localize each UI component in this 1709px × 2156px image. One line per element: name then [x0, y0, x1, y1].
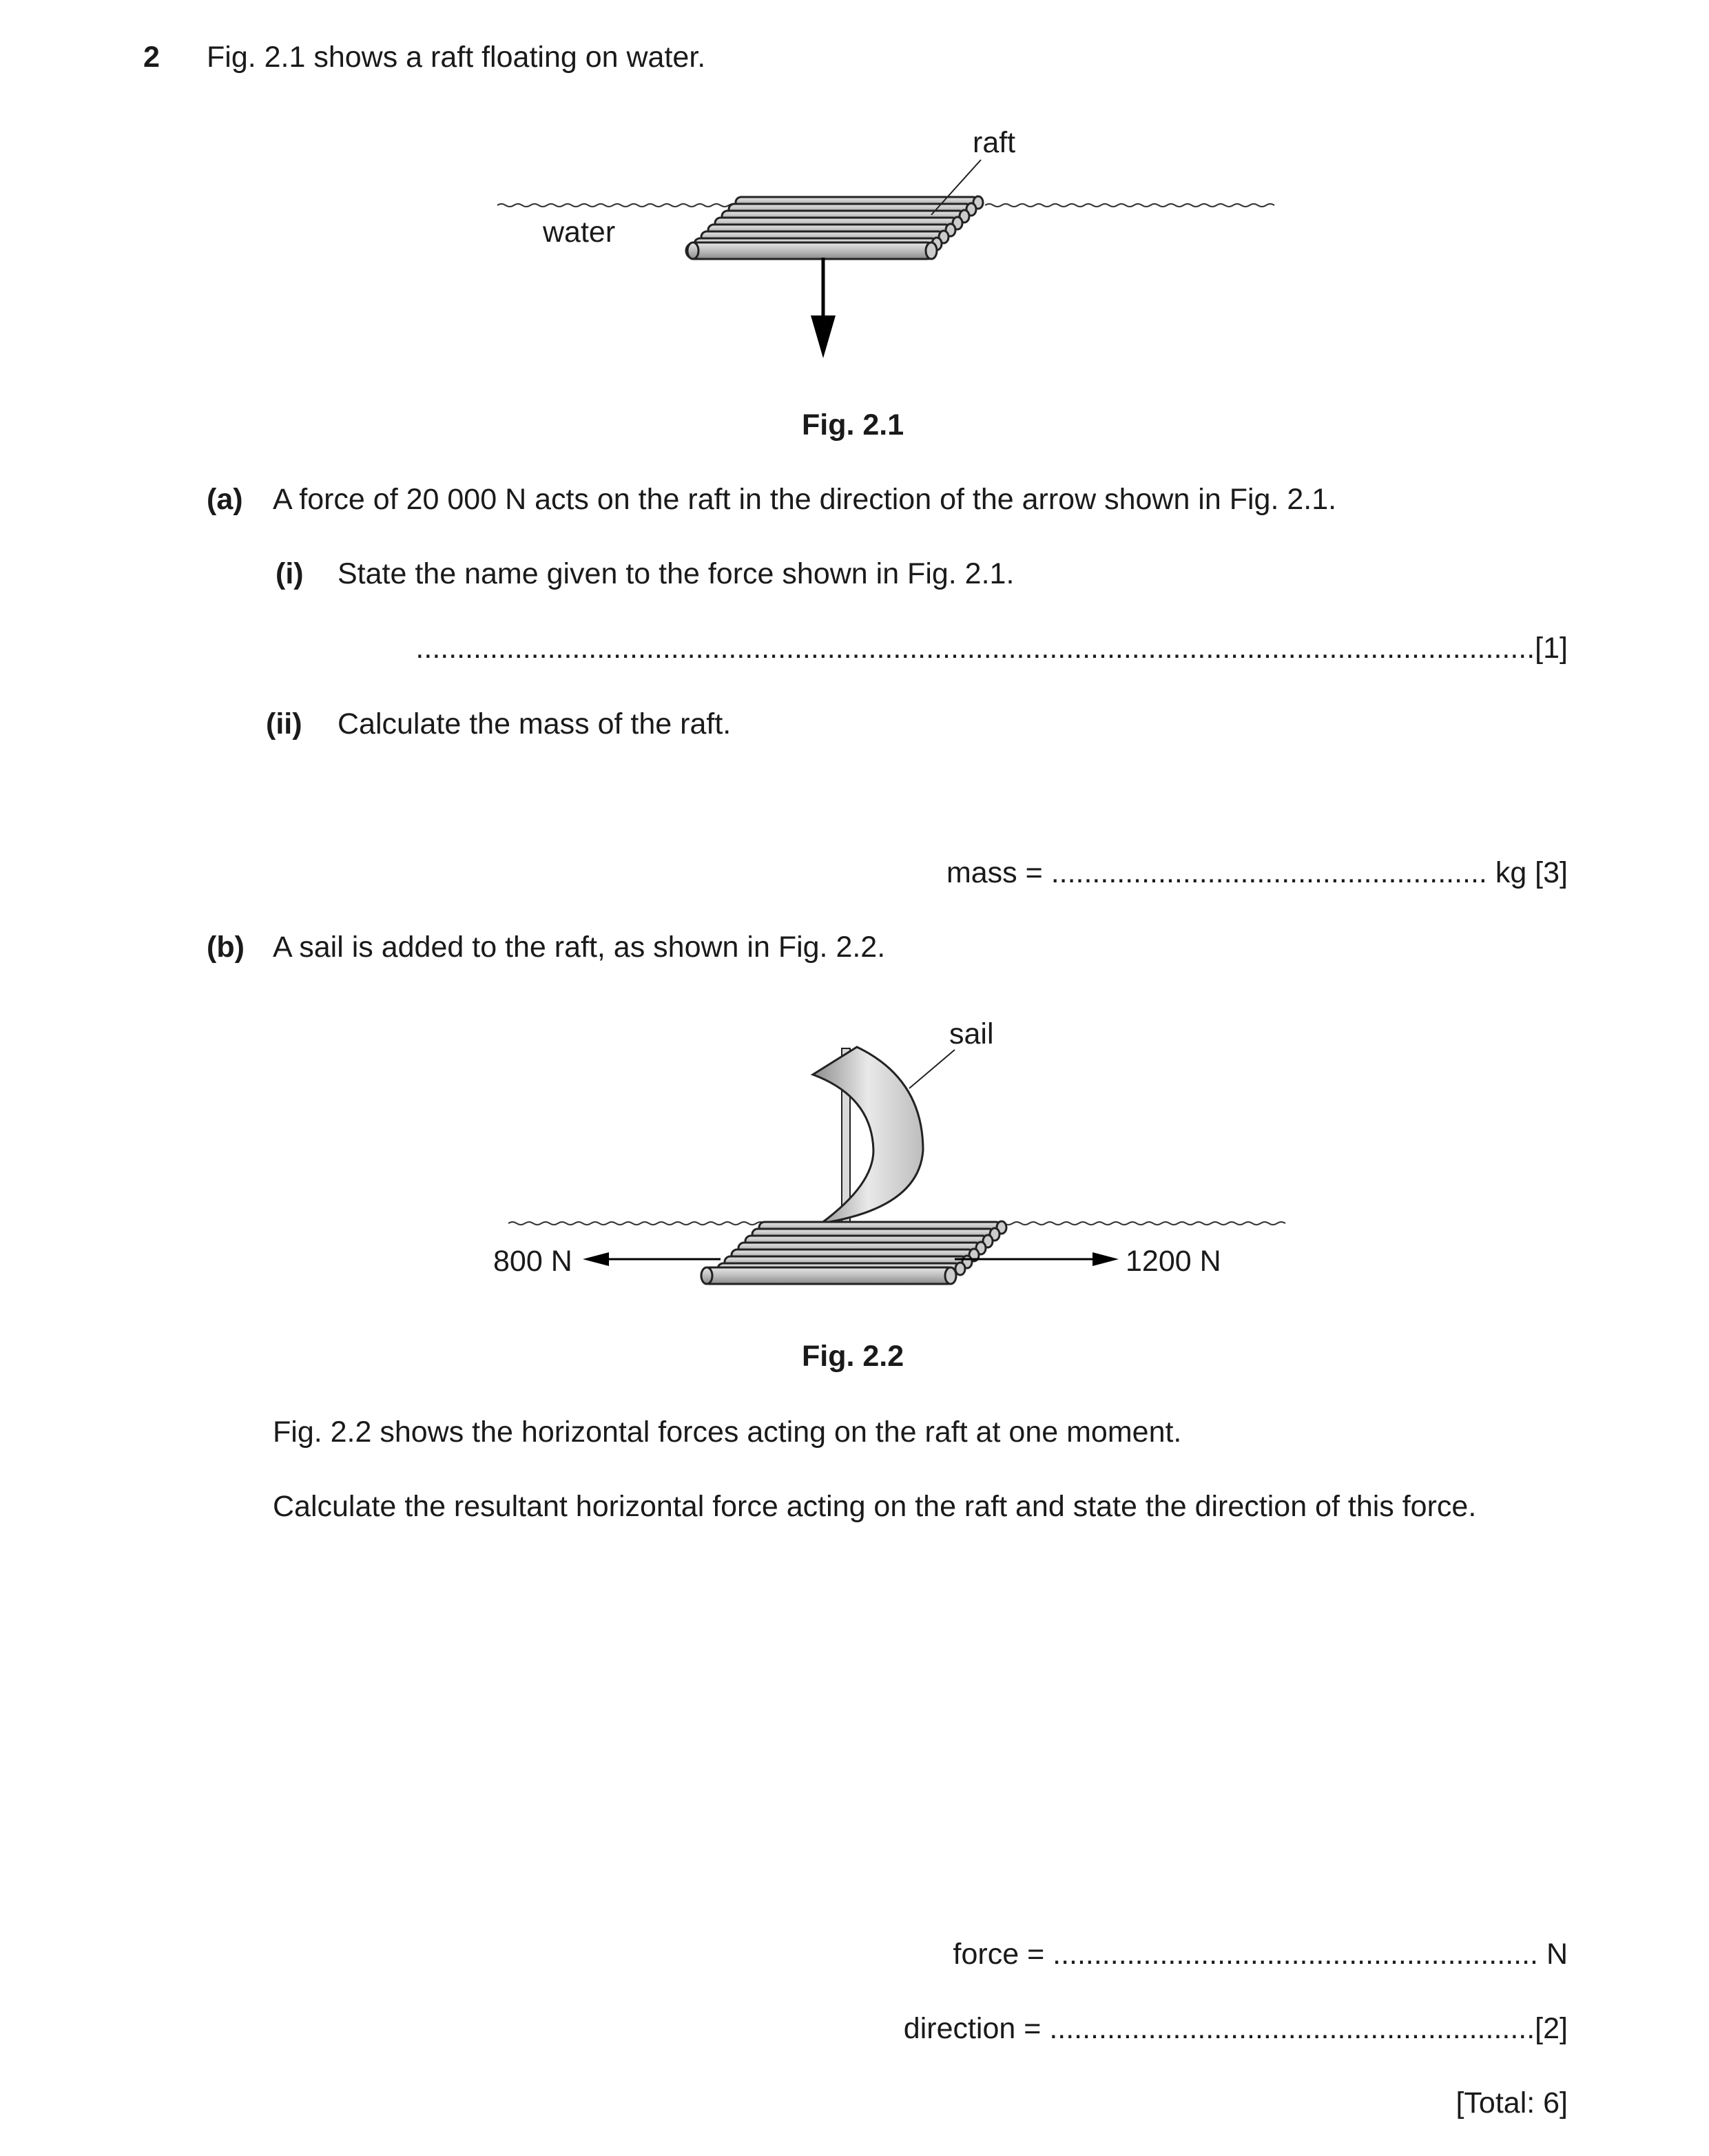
figure-2-1-diagram	[0, 0, 1709, 413]
part-a-i-label: (i)	[276, 557, 304, 590]
part-a-i-answer-line[interactable]: ........................................................................................................................................[1]	[415, 632, 1568, 665]
left-force-arrowhead	[583, 1252, 609, 1266]
question-number: 2	[143, 41, 160, 74]
figure-2-1-caption: Fig. 2.1	[802, 408, 904, 442]
water-surface-left	[497, 204, 754, 207]
force-answer-line[interactable]: force = ........................................................... N	[953, 1938, 1568, 1971]
raft-logs	[686, 196, 983, 259]
part-b-text: A sail is added to the raft, as shown in Fig. 2.2.	[273, 931, 886, 964]
force-arrowhead	[811, 315, 836, 358]
figure-2-2-diagram	[0, 978, 1709, 1336]
right-force-arrowhead	[1092, 1252, 1119, 1266]
raft-logs-2	[701, 1221, 1006, 1284]
mass-answer-line[interactable]: mass = ..................................................... kg [3]	[946, 856, 1568, 889]
part-a-text: A force of 20 000 N acts on the raft in the direction of the arrow shown in Fig. 2.1.	[273, 483, 1337, 516]
part-a-i-text: State the name given to the force shown in Fig. 2.1.	[338, 557, 1015, 590]
total-marks: [Total: 6]	[1456, 2086, 1568, 2119]
part-a-ii-label: (ii)	[266, 707, 302, 740]
part-a-label: (a)	[207, 483, 243, 516]
direction-answer-line[interactable]: direction = ...........................................................[2]	[903, 2012, 1568, 2045]
raft-label: raft	[973, 126, 1016, 159]
part-b-label: (b)	[207, 931, 245, 964]
figure-2-2-caption: Fig. 2.2	[802, 1340, 904, 1373]
question-intro: Fig. 2.1 shows a raft floating on water.	[207, 41, 706, 74]
force-right-label: 1200 N	[1126, 1245, 1221, 1278]
water-surface-left-2	[508, 1222, 765, 1225]
water-label: water	[543, 216, 616, 249]
force-left-label: 800 N	[493, 1245, 572, 1278]
sail-label: sail	[949, 1017, 994, 1050]
sail-leader-line	[909, 1050, 955, 1088]
sail-shape	[813, 1047, 923, 1223]
water-surface-right	[985, 204, 1274, 207]
water-surface-right-2	[996, 1222, 1285, 1225]
part-b-para-2: Calculate the resultant horizontal force acting on the raft and state the direction of this force.	[273, 1490, 1477, 1523]
part-a-ii-text: Calculate the mass of the raft.	[338, 707, 732, 740]
part-b-para-1: Fig. 2.2 shows the horizontal forces acting on the raft at one moment.	[273, 1416, 1182, 1449]
